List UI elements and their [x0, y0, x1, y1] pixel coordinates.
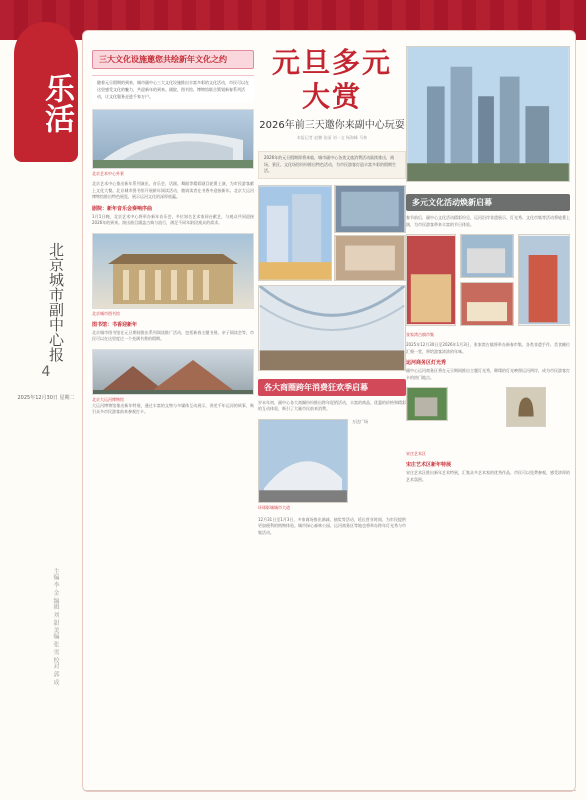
right-text-3: 宋庄艺术区推出新年艺术特展，汇集众多艺术家的优秀作品，市民可以免费参观，感受浓厚的艺术氛围。: [406, 470, 570, 482]
left-text-4: 大运河博物馆推出新年特展，通过丰富的文物与多媒体互动展示，讲述千年运河的故事，吸引众多市民游客前来参观打卡。: [92, 402, 254, 414]
page-subheadline: 2026年前三天邀你来副中心玩耍: [259, 120, 405, 131]
reporter-line: 本报记者 赵鹏 张丽 刘一文 杨海峰 马林: [296, 135, 368, 140]
right-subhead-2: 宋庄艺术区新年特展: [406, 462, 452, 468]
left-text-1: 北京艺术中心推出新年系列演出，音乐会、话剧、舞蹈等精彩剧目轮番上演，为市民游客献上文化大餐。北京城市图书馆开展新年阅读活动，邀请读者在书香中迎接新年。北京大运河博物馆推出特色展览，展示运河文化的深厚底蕴。: [92, 181, 254, 199]
center-section-banner: 各大商圈跨年消费狂欢季启幕: [258, 379, 406, 396]
center-section-text: 岁末年初，副中心各大商圈纷纷推出跨年促销活动，丰富的商品、优惠的价格和精彩的互动体验，吸引了大量市民前来消费。: [258, 399, 406, 411]
market-illustration-1: [407, 235, 455, 325]
wanda-plaza-photo: [258, 185, 332, 281]
mall-interior-illustration-2: [335, 236, 405, 280]
art-center-photo: [92, 109, 254, 169]
left-subhead-1: 剧院：新年音乐会奏响序曲: [92, 205, 153, 212]
songzhuang-illustration: [407, 388, 447, 420]
right-text-1: 2025年12月30日至2026年1月3日，张家湾古镇将举办新春市集，各类非遗手作、美食摊位汇聚一堂，带给游客浓浓的年味。: [406, 342, 570, 354]
editor-credits: 主编 李 金 编辑 刘 甜 美编 张 雪 校对 郭 成: [52, 568, 59, 685]
center-photo-grid: [258, 185, 406, 375]
mall-interior-photo-1: [334, 185, 406, 233]
section-title: 乐活: [39, 73, 74, 133]
page-number: 4: [41, 364, 51, 380]
bell-illustration: [507, 388, 545, 426]
right-hero-photo: [406, 46, 570, 184]
right-lead: 春节前后，副中心文化活动精彩纷呈，运河沿岸非遗展示、灯光秀、文化市集等活动将轮番上演，为市民游客带来丰富的节日体验。: [406, 215, 570, 227]
center-intro: 2026年的元旦假期即将来临，城市副中心各类文旅消费活动陆续推出，商场、景区、文化场馆纷纷推出特色活动，为市民游客打造丰富多彩的假期生活。: [258, 151, 406, 179]
museum-photo: [92, 349, 254, 395]
market-photo-1: [406, 234, 456, 326]
footer-rule: [84, 790, 576, 791]
market-photo-4: [518, 234, 570, 326]
center-column: [258, 46, 406, 536]
left-column: [92, 50, 254, 790]
right-text-2: 副中心运河商务区将在元旦期间推出主题灯光秀，璀璨的灯光映照运河两岸，成为市民游客打卡的热门地点。: [406, 368, 570, 380]
market-illustration-2: [461, 235, 513, 277]
left-text-2: 1月1日晚，北京艺术中心将举办新年音乐会，多位知名艺术家同台献艺，与观众共同迎接2026年的到来。演出曲目涵盖古典与流行，满足不同年龄段观众的需求。: [92, 213, 254, 225]
city-boulevard-illustration: [259, 420, 347, 502]
songzhuang-photo: [406, 387, 448, 421]
art-center-illustration: [93, 110, 253, 169]
left-text-3: 北京城市图书馆在元旦期间推出系列阅读推广活动，包括新春主题书展、亲子阅读会等，市民可以在这里度过一个充满书香的假期。: [92, 329, 254, 341]
market-illustration-3: [461, 283, 513, 325]
art-center-caption: 北京艺术中心外景: [92, 171, 124, 176]
city-boulevard-caption: 环球影城城市大道: [258, 504, 290, 510]
market-photo-3: [460, 282, 514, 326]
left-lead: 随着元旦假期的到来，城市副中心三大文化设施推出丰富多彩的文化活动，市民可以在这里感受文化的魅力，共迎新年的到来。剧院、图书馆、博物馆联合策划新春系列活动，让文化服务走进千家万户。: [92, 75, 254, 103]
museum-caption: 北京大运河博物馆: [92, 396, 124, 402]
center-side-text: 万达广场: [352, 418, 368, 424]
library-photo: [92, 233, 254, 309]
library-illustration: [93, 234, 253, 309]
museum-illustration: [93, 350, 253, 395]
mall-atrium-photo: [258, 285, 406, 371]
songzhuang-caption: 宋庄艺术区: [406, 451, 426, 456]
right-banner: 多元文化活动焕新启幕: [406, 194, 570, 211]
paper-name: 北京城市副中心报: [47, 242, 65, 362]
city-boulevard-photo: [258, 419, 348, 503]
mall-atrium-illustration: [259, 286, 405, 370]
wanda-plaza-illustration: [259, 186, 331, 280]
right-column: [406, 46, 570, 483]
issue-date: 2025年12月30日 星期二: [17, 395, 75, 401]
center-bottom-photo: [258, 418, 406, 510]
left-banner: 三大文化设施邀您共绘新年文化之约: [92, 50, 254, 69]
section-badge: [14, 22, 78, 162]
mall-interior-photo-2: [334, 235, 406, 281]
left-subhead-2: 图书馆：书香迎新年: [92, 321, 138, 328]
market-illustration-4: [519, 235, 569, 325]
market-caption: 张家湾古镇市集: [406, 332, 434, 337]
masthead: [8, 8, 84, 792]
mall-interior-illustration-1: [335, 186, 405, 232]
market-photo-2: [460, 234, 514, 278]
skyline-illustration: [407, 47, 569, 181]
skyline-photo: [406, 46, 570, 182]
right-photo-row: [406, 387, 570, 449]
bell-photo: [506, 387, 546, 427]
right-subhead-1: 运河商务区灯光秀: [406, 360, 447, 366]
library-caption: 北京城市图书馆: [92, 310, 120, 316]
page-headline: 元旦多元大赏: [271, 46, 392, 113]
right-photo-grid: [406, 234, 570, 330]
center-body-text: 12月31日至1月3日，多家商场推出满减、抽奖等活动，延长营业时间，为市民提供更加便利的购物体验。城市绿心森林公园、运河商务区等地也将举办跨年灯光秀与市集活动。: [258, 516, 406, 535]
